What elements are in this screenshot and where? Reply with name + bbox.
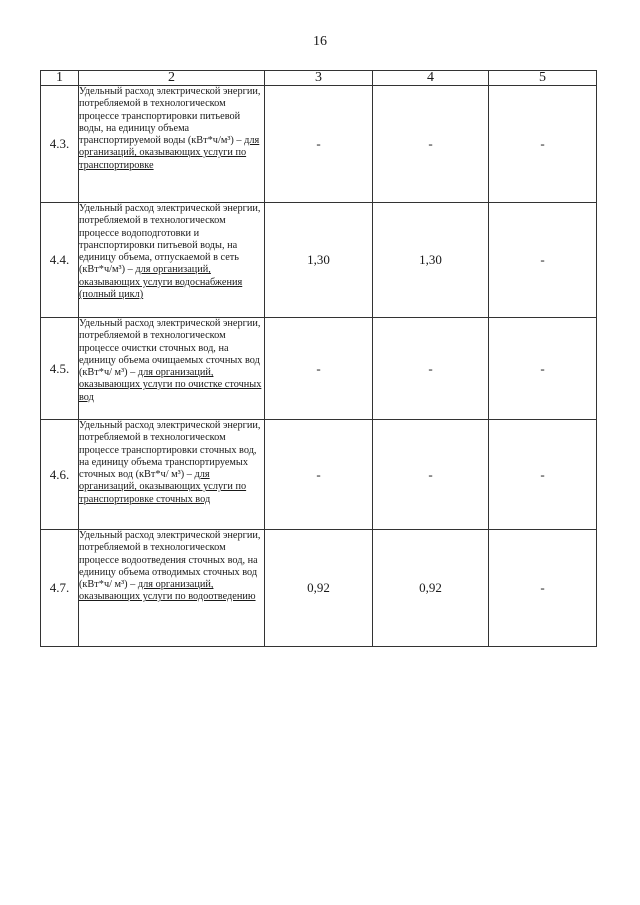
- row-number: 4.5.: [41, 318, 79, 420]
- description-scope: для организаций, оказывающих услуги по транспортировке: [79, 135, 260, 171]
- description-text: Удельный расход электрической энергии, потребляемой в технологическом процессе транспортировки сточных вод, на единицу объема транспортируемых сточных вод (кВт*ч/ м³) –: [79, 420, 261, 481]
- row-value-col5: -: [489, 530, 597, 647]
- table-row: [41, 420, 597, 530]
- table-row: [41, 318, 597, 420]
- header-col-3: 3: [265, 71, 373, 86]
- row-value-col3: -: [265, 318, 373, 420]
- row-value-col3: -: [265, 86, 373, 203]
- table-row: [41, 86, 597, 203]
- row-description: [79, 203, 265, 318]
- row-value-col5: -: [489, 420, 597, 530]
- table-row: [41, 203, 597, 318]
- table-row: [41, 530, 597, 647]
- table-header-row: [41, 71, 597, 86]
- row-value-col3: 0,92: [265, 530, 373, 647]
- header-col-5: 5: [489, 71, 597, 86]
- row-number: 4.3.: [41, 86, 79, 203]
- header-col-4: 4: [373, 71, 489, 86]
- description-text: Удельный расход электрической энергии, потребляемой в технологическом процессе транспортировки питьевой воды, на единицу объема транспортируемой воды (кВт*ч/м³) –: [79, 86, 261, 147]
- row-value-col4: -: [373, 420, 489, 530]
- row-value-col5: -: [489, 203, 597, 318]
- description-text: Удельный расход электрической энергии, потребляемой в технологическом процессе водоотведения сточных вод, на единицу объема отводимых сточных вод (кВт*ч/ м³) –: [79, 530, 261, 591]
- description-scope: для организаций, оказывающих услуги водоснабжения (полный цикл): [79, 264, 243, 301]
- row-value-col5: -: [489, 86, 597, 203]
- header-col-1: 1: [41, 71, 79, 86]
- row-value-col3: -: [265, 420, 373, 530]
- row-number: 4.6.: [41, 420, 79, 530]
- indicator-table: [40, 70, 597, 647]
- description-scope: для организаций, оказывающих услуги по транспортировке сточных вод: [79, 469, 247, 505]
- row-value-col4: -: [373, 318, 489, 420]
- row-description: [79, 420, 265, 530]
- row-number: 4.4.: [41, 203, 79, 318]
- row-description: [79, 318, 265, 420]
- row-value-col3: 1,30: [265, 203, 373, 318]
- description-text: Удельный расход электрической энергии, потребляемой в технологическом процессе водоподготовки и транспортировки питьевой воды, на единицу объема, отпускаемой в сеть (кВт*ч/м³) –: [79, 203, 261, 276]
- header-col-2: 2: [79, 71, 265, 86]
- description-text: Удельный расход электрической энергии, потребляемой в технологическом процессе очистки сточных вод, на единицу объема очищаемых сточных вод (кВт*ч/ м³) –: [79, 318, 261, 379]
- row-value-col4: 1,30: [373, 203, 489, 318]
- row-description: [79, 530, 265, 647]
- row-value-col4: 0,92: [373, 530, 489, 647]
- row-value-col5: -: [489, 318, 597, 420]
- page-number: 16: [313, 34, 327, 49]
- row-number: 4.7.: [41, 530, 79, 647]
- description-scope: для организаций, оказывающих услуги по водоотведению: [79, 579, 256, 603]
- description-scope: для организаций, оказывающих услуги по очистке сточных вод: [79, 367, 262, 403]
- row-value-col4: -: [373, 86, 489, 203]
- row-description: [79, 86, 265, 203]
